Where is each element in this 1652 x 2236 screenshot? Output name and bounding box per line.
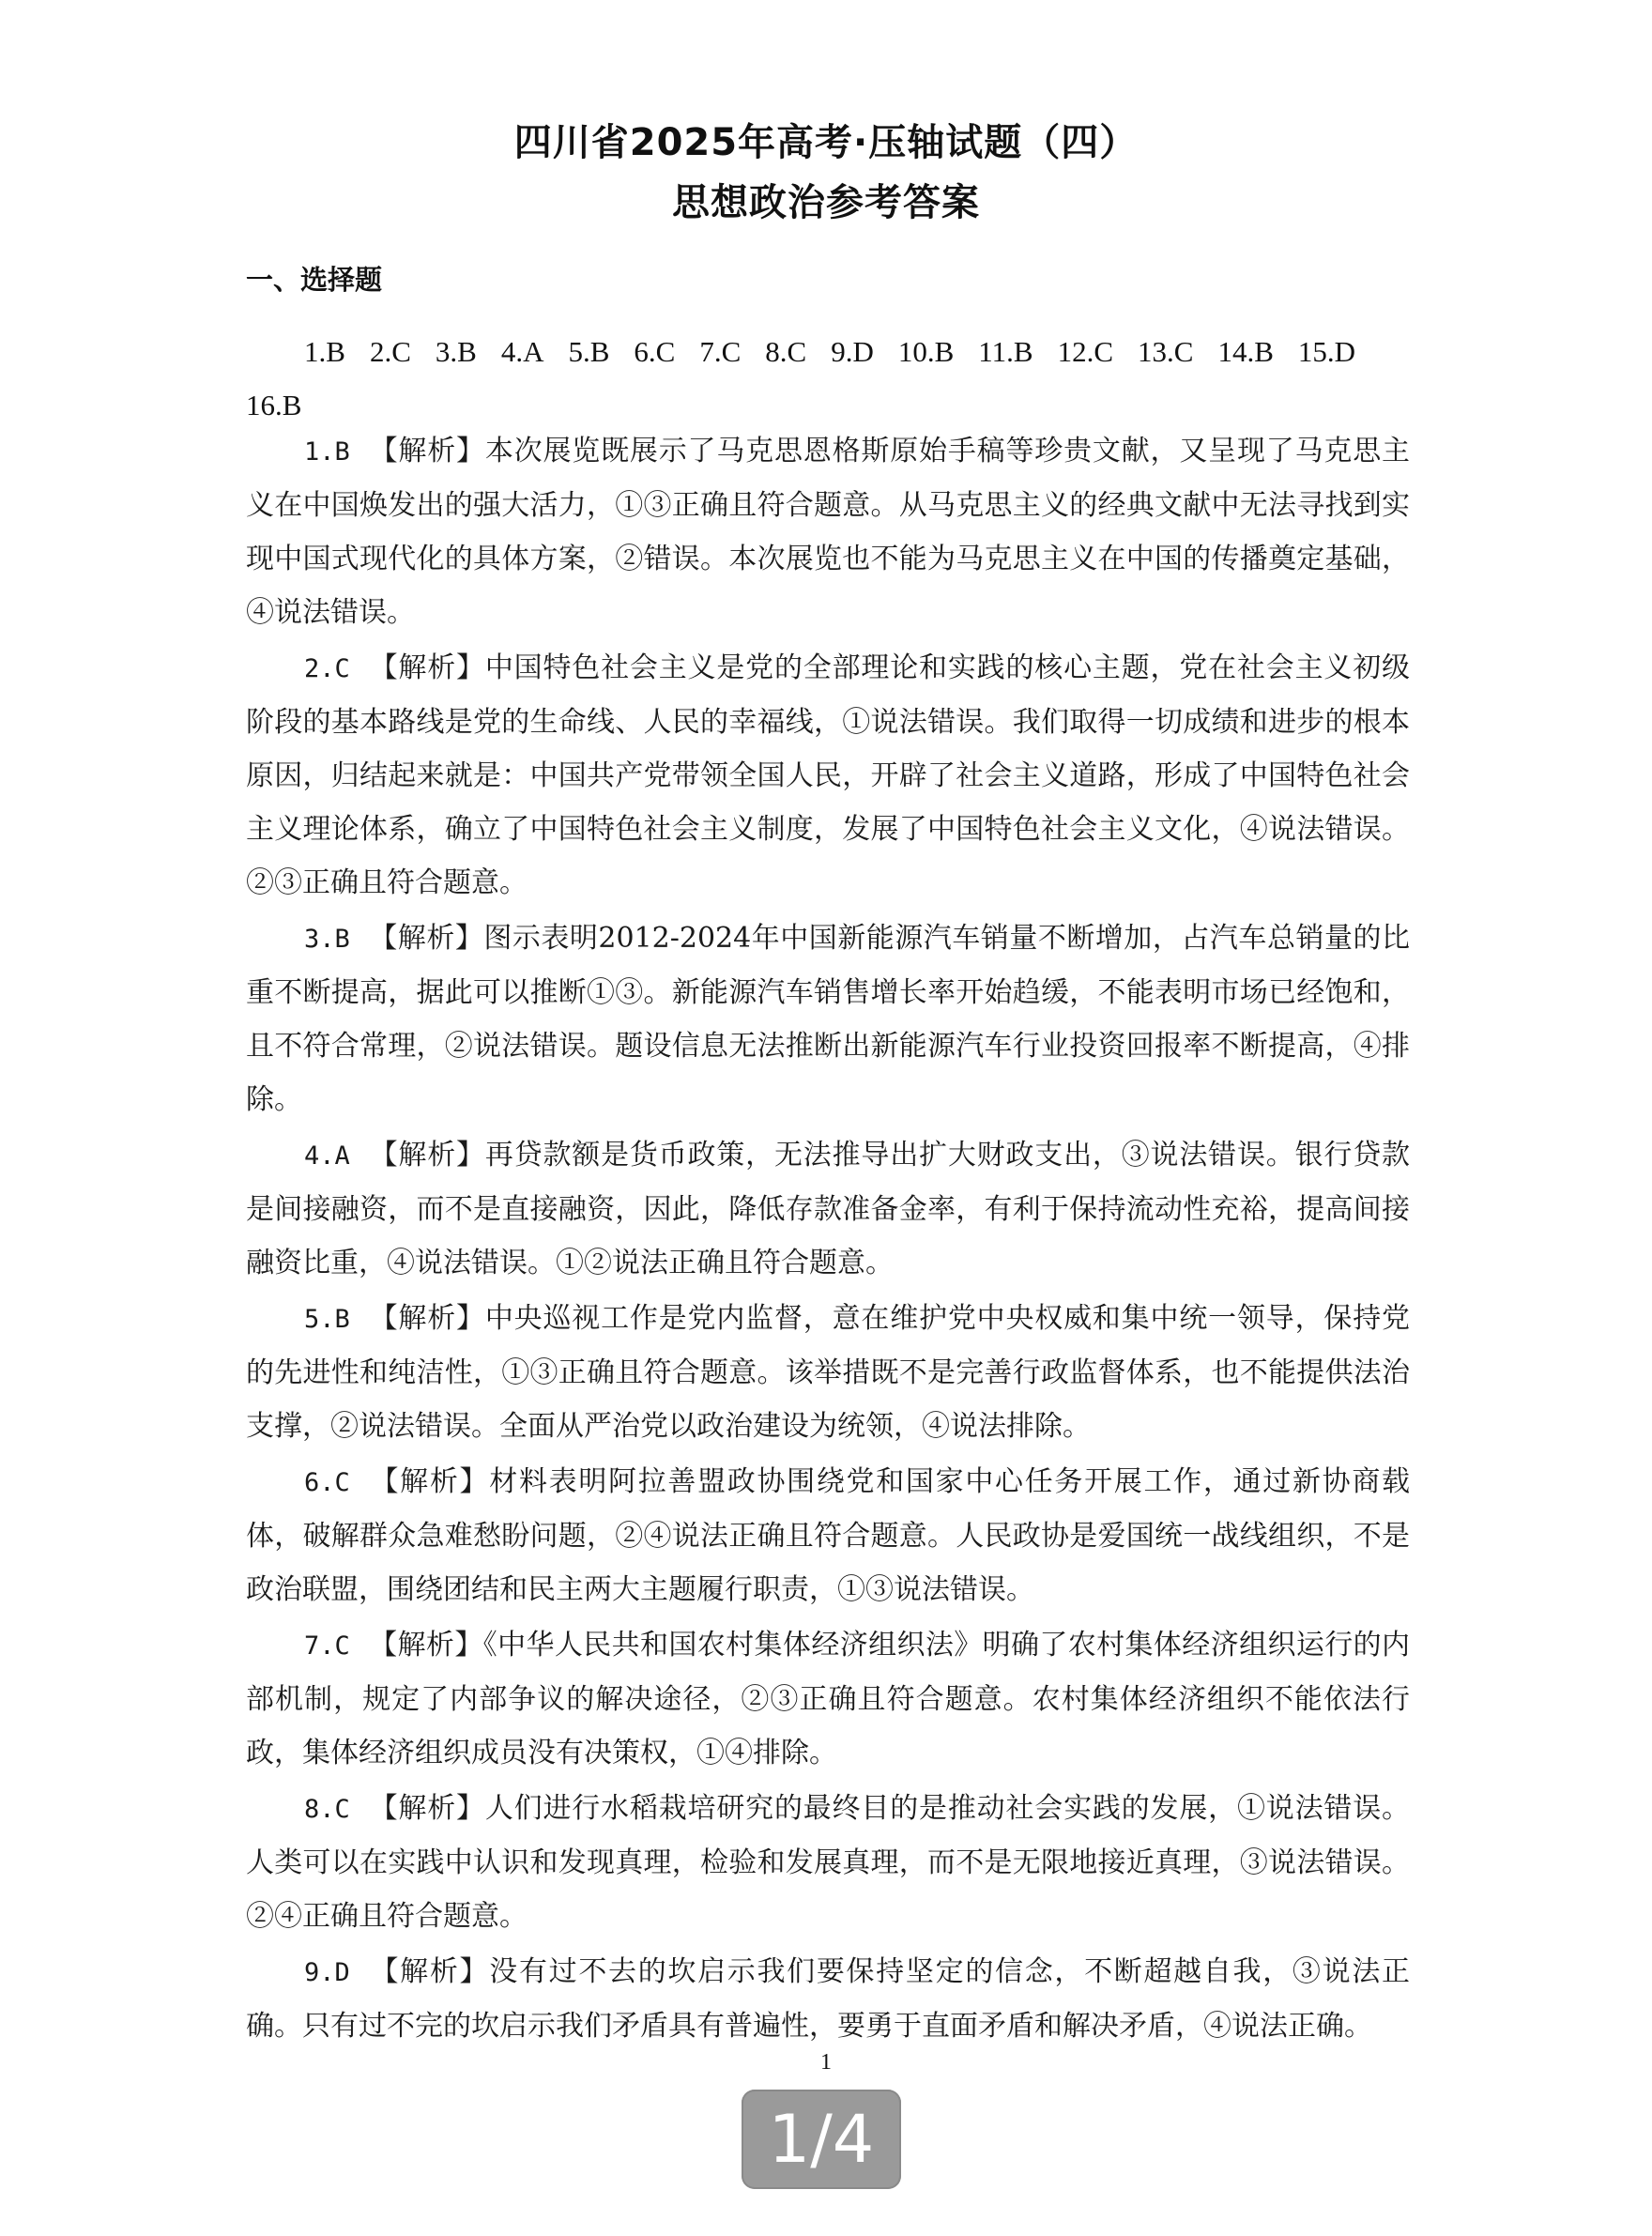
answer-key-item: 6.C <box>634 335 676 368</box>
answer-key-item: 13.C <box>1138 335 1194 368</box>
explanation-item <box>246 1128 1410 1290</box>
question-number: 3.B <box>304 925 350 954</box>
question-number: 5.B <box>304 1305 350 1334</box>
answer-key-item: 10.B <box>897 335 955 368</box>
explanations <box>246 424 1410 2055</box>
explanation-item <box>246 1618 1410 1780</box>
explanation-text: 本次展览既展示了马克思恩格斯原始手稿等珍贵文献，又呈现了马克思主义在中国焕发出的强大活力，①③正确且符合题意。从马克思主义的经典文献中无法寻找到实现中国式现代化的具体方案，②错误。本次展览也不能为马克思主义在中国的传播奠定基础，④说法错误。 <box>246 435 1411 629</box>
answer-key-item: 9.D <box>831 335 874 368</box>
explanation-item <box>246 1945 1410 2053</box>
question-number: 6.C <box>304 1468 350 1497</box>
analysis-tag: 【解析】 <box>368 1139 485 1172</box>
question-number: 2.C <box>304 654 350 683</box>
answer-key-item: 16.B <box>246 389 302 421</box>
question-number: 4.A <box>304 1141 350 1171</box>
answer-key-item: 14.B <box>1217 335 1274 368</box>
analysis-tag: 【解析】 <box>368 1955 490 1988</box>
answer-key-item: 15.D <box>1297 335 1356 368</box>
analysis-tag: 【解析】 <box>368 1629 483 1662</box>
analysis-tag: 【解析】 <box>368 651 485 684</box>
page-indicator-button[interactable]: 1/4 <box>742 2090 901 2189</box>
answer-key-item: 12.C <box>1057 335 1113 368</box>
section-heading: 一、选择题 <box>246 264 383 296</box>
explanation-item <box>246 1455 1410 1616</box>
answer-key-item: 3.B <box>435 335 477 368</box>
explanation-text: 图示表明2012-2024年中国新能源汽车销量不断增加，占汽车总销量的比重不断提高，据此可以推断①③。新能源汽车销售增长率开始趋缓，不能表明市场已经饱和，且不符合常理，②说法错误。题设信息无法推断出新能源汽车行业投资回报率不断提高，④排除。 <box>246 922 1410 1116</box>
answer-key-item: 8.C <box>765 335 807 368</box>
explanation-item <box>246 1292 1410 1453</box>
answer-key-item: 5.B <box>568 335 610 368</box>
explanation-text: 没有过不去的坎启示我们要保持坚定的信念，不断超越自我，③说法正确。只有过不完的坎启示我们矛盾具有普遍性，要勇于直面矛盾和解决矛盾，④说法正确。 <box>246 1955 1411 2043</box>
explanation-item <box>246 1782 1410 1943</box>
explanation-text: 材料表明阿拉善盟政协围绕党和国家中心任务开展工作，通过新协商载体，破解群众急难愁盼问题，②④说法正确且符合题意。人民政协是爱国统一战线组织，不是政治联盟，围绕团结和民主两大主题履行职责，①③说法错误。 <box>246 1465 1411 1606</box>
analysis-tag: 【解析】 <box>368 922 484 955</box>
explanation-text: 再贷款额是货币政策，无法推导出扩大财政支出，③说法错误。银行贷款是间接融资，而不是直接融资，因此，降低存款准备金率，有利于保持流动性充裕，提高间接融资比重，④说法错误。①②说法正确且符合题意。 <box>246 1139 1411 1279</box>
document-title: 四川省2025年高考·压轴试题（四） <box>513 121 1139 164</box>
document-subtitle: 思想政治参考答案 <box>672 181 980 224</box>
explanation-item <box>246 911 1410 1126</box>
answer-key-item: 11.B <box>978 335 1033 368</box>
explanation-text: 中央巡视工作是党内监督，意在维护党中央权威和集中统一领导，保持党的先进性和纯洁性，①③正确且符合题意。该举措既不是完善行政监督体系，也不能提供法治支撑，②说法错误。全面从严治党以政治建设为统领，④说法排除。 <box>246 1302 1411 1443</box>
answer-key <box>246 325 1410 432</box>
explanation-item <box>246 641 1410 910</box>
analysis-tag: 【解析】 <box>368 1302 485 1335</box>
question-number: 9.D <box>304 1958 350 1987</box>
explanation-text: 人们进行水稻栽培研究的最终目的是推动社会实践的发展，①说法错误。人类可以在实践中认识和发现真理，检验和发展真理，而不是无限地接近真理，③说法错误。②④正确且符合题意。 <box>246 1792 1411 1933</box>
analysis-tag: 【解析】 <box>368 1465 490 1498</box>
question-number: 1.B <box>304 437 350 467</box>
page-number: 1 <box>820 2050 832 2075</box>
answer-key-item: 4.A <box>500 335 544 368</box>
explanation-item <box>246 424 1410 639</box>
question-number: 7.C <box>304 1631 350 1661</box>
explanation-text: 《中华人民共和国农村集体经济组织法》明确了农村集体经济组织运行的内部机制，规定了内部争议的解决途径，②③正确且符合题意。农村集体经济组织不能依法行政，集体经济组织成员没有决策权，①④排除。 <box>246 1629 1410 1769</box>
analysis-tag: 【解析】 <box>368 1792 485 1825</box>
answer-key-item: 2.C <box>369 335 411 368</box>
answer-key-item: 7.C <box>699 335 742 368</box>
answer-key-item: 1.B <box>304 335 345 368</box>
question-number: 8.C <box>304 1795 350 1824</box>
explanation-text: 中国特色社会主义是党的全部理论和实践的核心主题，党在社会主义初级阶段的基本路线是党的生命线、人民的幸福线，①说法错误。我们取得一切成绩和进步的根本原因，归结起来就是：中国共产党带领全国人民，开辟了社会主义道路，形成了中国特色社会主义理论体系，确立了中国特色社会主义制度，发展了中国特色社会主义文化，④说法错误。②③正确且符合题意。 <box>246 651 1411 899</box>
analysis-tag: 【解析】 <box>368 435 485 467</box>
